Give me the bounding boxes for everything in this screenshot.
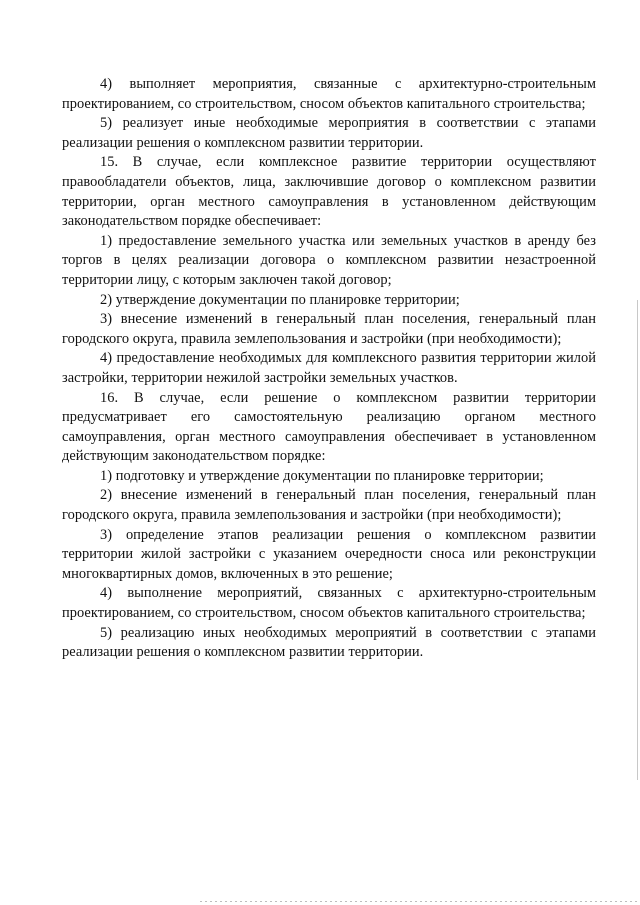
document-body — [62, 75, 596, 663]
paragraph-item-2-general-plan-changes: 2) внесение изменений в генеральный план поселения, генеральный план городского округа, правила землепользования и застройки (при необходимости); — [62, 487, 596, 524]
paragraph-item-5-other-measures: 5) реализует иные необходимые мероприятия в соответствии с этапами реализации решения о комплексном развитии территории. — [62, 115, 596, 151]
paragraph-item-2-planning-approval: 2) утверждение документации по планировке территории; — [100, 291, 460, 308]
paragraph-item-4-design: 4) выполняет мероприятия, связанные с архитектурно-строительным проектированием, со строительством, сносом объектов капитального строительства; — [62, 76, 596, 112]
paragraph-clause-16: 16. В случае, если решение о комплексном развитии территории предусматривает его самостоятельную реализацию органом местного самоуправления, орган местного самоуправления обеспечивает в установленном действующим законодательством порядке: — [62, 389, 596, 465]
paragraph-item-1-land-lease: 1) предоставление земельного участка или земельных участков в аренду без торгов в целях реализации договора о комплексном развитии незастроенной территории лицу, с которым заключен такой договор; — [62, 232, 596, 288]
scan-edge-right — [637, 300, 638, 780]
paragraph-item-4-design-works: 4) выполнение мероприятий, связанных с архитектурно-строительным проектированием, со строительством, сносом объектов капитального строительства; — [62, 585, 596, 622]
scan-edge-bottom — [200, 901, 640, 902]
paragraph-item-3-stages: 3) определение этапов реализации решения о комплексном развитии территории жилой застройки с указанием очередности сноса или реконструкции многоквартирных домов, включенных в это решение; — [62, 526, 596, 582]
paragraph-item-3-general-plan-changes: 3) внесение изменений в генеральный план поселения, генеральный план городского округа, правила землепользования и застройки (при необходимости); — [62, 311, 596, 347]
paragraph-item-5-implementation: 5) реализацию иных необходимых мероприятий в соответствии с этапами реализации решения о комплексном развитии территории. — [62, 624, 596, 661]
paragraph-item-1-planning-preparation: 1) подготовку и утверждение документации по планировке территории; — [100, 467, 544, 484]
paragraph-clause-15: 15. В случае, если комплексное развитие территории осуществляют правообладатели объектов, лица, заключившие договор о комплексном развитии территории, орган местного самоуправления в установленном действующим законодательством порядке обеспечивает: — [62, 154, 596, 230]
paragraph-item-4-land-provision: 4) предоставление необходимых для комплексного развития территории жилой застройки, территории нежилой застройки земельных участков. — [62, 350, 596, 386]
